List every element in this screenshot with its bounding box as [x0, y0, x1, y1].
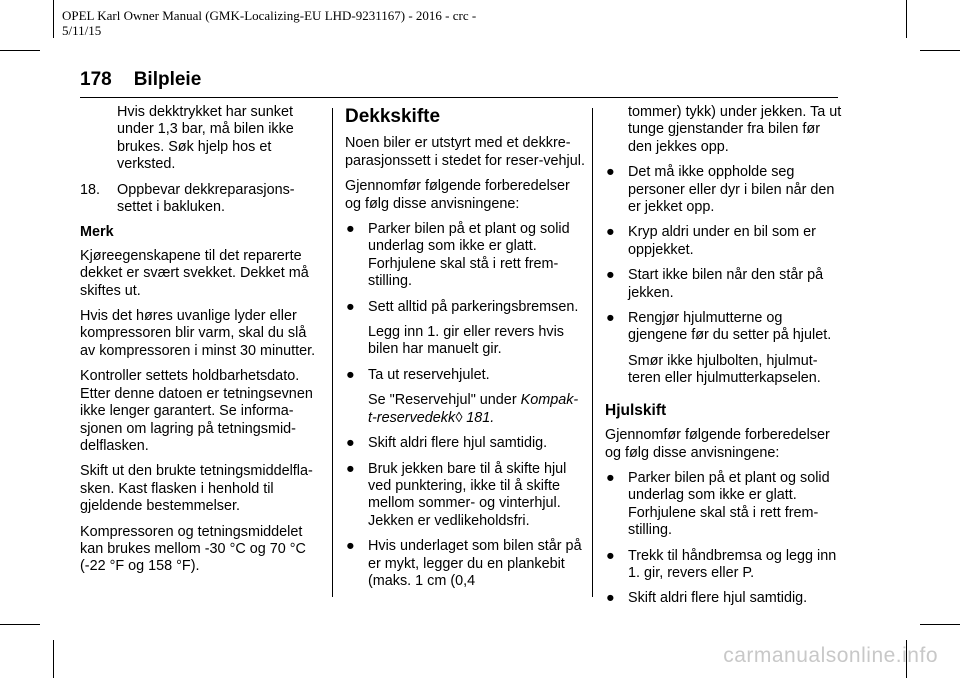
list-item: [605, 164, 845, 216]
list-item-text: Rengjør hjulmutterne og gjengene før du setter på hjulet.: [628, 310, 832, 344]
list-item-text: Bruk jekken bare til å skifte hjul ved punktering, ikke til å skifte mellom sommer- og vinterhjul. Jekken er vedlikeholdsfri.: [368, 460, 567, 529]
list-item-text: Kryp aldri under en bil som er oppjekket.: [628, 224, 816, 258]
bullet-icon: ●: [606, 469, 615, 486]
bullet-icon: ●: [606, 310, 615, 327]
section-title: Bilpleie: [133, 69, 202, 90]
list-item: [345, 367, 585, 384]
list-item-text: Skift aldri flere hjul samtidig.: [628, 590, 808, 607]
crop-mark: [920, 624, 960, 625]
bullet-icon: ●: [346, 221, 355, 238]
bullet-icon: ●: [606, 224, 615, 241]
list-item: [605, 224, 845, 259]
list-item-text: Hvis underlaget som bilen står på er mykt, legger du en plankebit (maks. 1 cm (0,4: [368, 538, 582, 589]
list-item: [345, 221, 585, 291]
list-item: [605, 267, 845, 302]
step-continuation: Hvis dekktrykket har sunket under 1,3 bar, må bilen ikke brukes. Søk hjelp hos et verksted.: [117, 104, 294, 173]
print-header-date: 5/11/15: [62, 23, 102, 38]
list-item: [605, 548, 845, 583]
list-item-text: Parker bilen på et plant og solid underlag som ikke er glatt. Forhjulene skal stå i rett frem-stilling.: [628, 469, 830, 539]
list-item-text: Trekk til håndbremsa og legg inn 1. gir, revers eller P.: [628, 547, 837, 581]
note-heading: Merk: [80, 224, 114, 241]
list-item-continuation: tommer) tykk) under jekken. Ta ut tunge gjenstander fra bilen før den jekkes opp.: [628, 104, 842, 155]
paragraph: Gjennomfør følgende forberedelser og følg disse anvisningene:: [605, 427, 830, 461]
crop-mark: [920, 50, 960, 51]
list-item: [605, 590, 845, 607]
bullet-icon: ●: [346, 366, 355, 383]
crop-mark: [906, 0, 907, 38]
paragraph: Kompressoren og tetningsmiddelet kan brukes mellom -30 °C og 70 °C (-22 °F og 158 °F).: [80, 523, 306, 575]
column-divider: [592, 108, 593, 597]
subsection-heading: Hjulskift: [605, 401, 667, 419]
page-number: 178: [80, 69, 112, 90]
list-item: [605, 310, 845, 345]
crop-mark: [53, 640, 54, 678]
watermark: carmanualsonline.info: [723, 644, 938, 667]
crop-mark: [53, 0, 54, 38]
header-rule: [80, 97, 838, 98]
crop-mark: [0, 624, 40, 625]
list-item-text: Ta ut reservehjulet.: [368, 366, 490, 383]
list-item-note: Legg inn 1. gir eller revers hvis bilen har manuelt gir.: [368, 324, 564, 358]
column-divider: [332, 108, 333, 597]
note-text: Se "Reservehjul" under: [368, 392, 521, 409]
list-item-text: Parker bilen på et plant og solid underlag som ikke er glatt. Forhjulene skal stå i rett frem-stilling.: [368, 221, 570, 290]
bullet-icon: ●: [606, 590, 615, 607]
list-item: [345, 461, 585, 531]
page-title: [80, 69, 201, 91]
step-number: 18.: [80, 181, 101, 198]
list-item-18: [80, 182, 320, 217]
bullet-icon: ●: [346, 460, 355, 477]
paragraph: Kontroller settets holdbarhetsdato. Etter denne datoen er tetningsevnen ikke lenger garantert. Se informa-sjonen om lagring på tetningsmid-delflasken.: [80, 368, 313, 454]
list-item-text: Det må ikke oppholde seg personer eller dyr i bilen når den er jekket opp.: [628, 164, 835, 216]
list-item: [345, 299, 585, 316]
bullet-icon: ●: [346, 435, 355, 452]
list-item-text: Sett alltid på parkeringsbremsen.: [368, 298, 579, 315]
print-header-line: OPEL Karl Owner Manual (GMK-Localizing-EU LHD-9231167) - 2016 - crc -: [62, 8, 477, 23]
print-header: [62, 8, 476, 38]
paragraph: Noen biler er utstyrt med et dekkre-parasjonssett i stedet for reser-vehjul.: [345, 135, 585, 169]
list-item-note: Smør ikke hjulbolten, hjulmut-teren eller hjulmutterkapselen.: [628, 352, 821, 387]
bullet-icon: ●: [606, 267, 615, 284]
column-1: [80, 104, 320, 584]
list-item: [345, 435, 585, 452]
bullet-icon: ●: [606, 547, 615, 564]
list-item-text: Skift aldri flere hjul samtidig.: [368, 435, 548, 452]
list-item: [345, 538, 585, 590]
list-item: [605, 470, 845, 540]
crop-mark: [0, 50, 40, 51]
bullet-icon: ●: [606, 164, 615, 181]
list-item-note: [345, 392, 585, 427]
bullet-icon: ●: [346, 538, 355, 555]
cross-reference-link[interactable]: Kompak-t-reservedekk: [368, 392, 579, 426]
section-heading: Dekkskifte: [345, 106, 441, 127]
paragraph: Skift ut den brukte tetningsmiddelfla-sken. Kast flasken i henhold til gjeldende bestemmelser.: [80, 463, 313, 515]
column-2: [345, 104, 585, 598]
bullet-icon: ●: [346, 298, 355, 315]
step-text: Oppbevar dekkreparasjons-settet i bakluken.: [117, 181, 295, 216]
list-item-text: Start ikke bilen når den står på jekken.: [628, 267, 824, 301]
column-3: [605, 104, 845, 616]
note-paragraph: Kjøreegenskapene til det reparerte dekket er svært svekket. Dekket må skiftes ut.: [80, 247, 309, 299]
paragraph: Gjennomfør følgende forberedelser og følg disse anvisningene:: [345, 178, 570, 212]
page-reference: ◊ 181.: [455, 409, 495, 426]
paragraph: Hvis det høres uvanlige lyder eller kompressoren blir varm, skal du slå av kompressoren i minst 30 minutter.: [80, 308, 316, 359]
